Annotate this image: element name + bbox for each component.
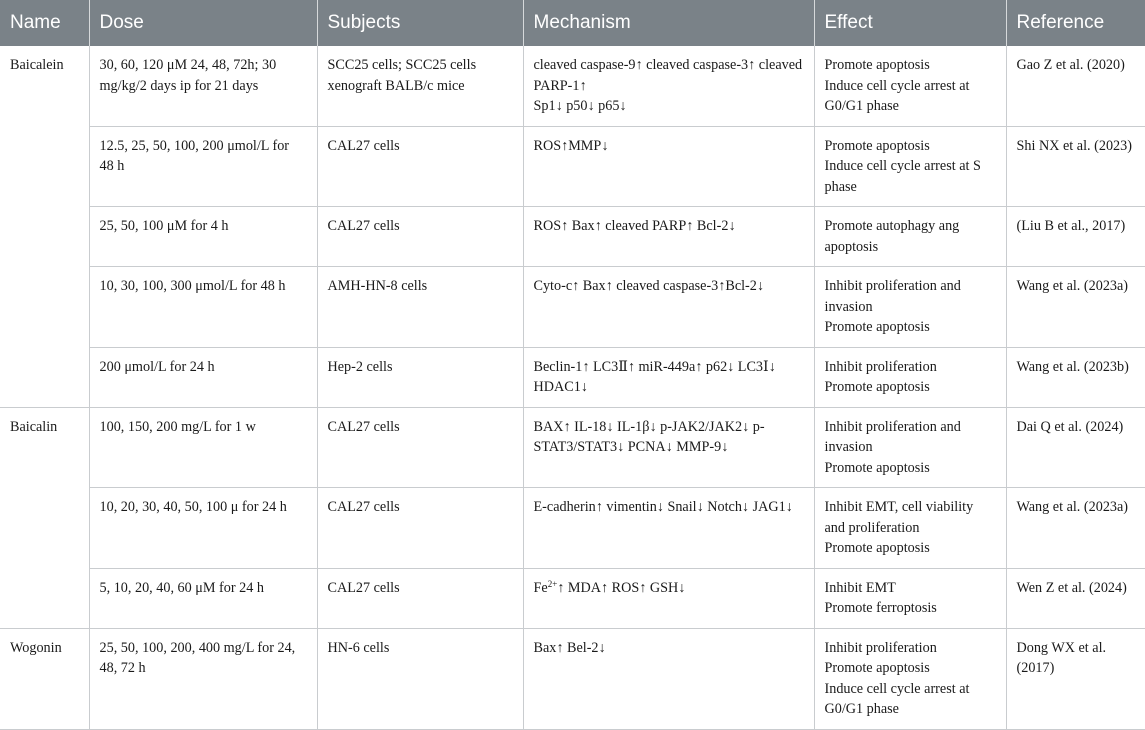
table-row [0,267,1145,348]
mechanism-cell [523,126,814,207]
subjects-cell: CAL27 cells [317,568,523,628]
subjects-cell: CAL27 cells [317,488,523,569]
effect-line: Inhibit proliferation and invasion [824,418,961,455]
compound-name: Baicalein [0,46,89,407]
table-row [0,347,1145,407]
effect-line: Induce cell cycle arrest at G0/G1 phase [824,680,970,717]
header-subjects: Subjects [317,0,523,46]
mechanism-cell [523,628,814,729]
effect-cell [814,407,1006,488]
mechanism-cell [523,267,814,348]
subjects-cell: CAL27 cells [317,126,523,207]
effect-cell [814,568,1006,628]
table-row [0,407,1145,488]
header-name: Name [0,0,89,46]
mechanism-cell [523,407,814,488]
table-row [0,46,1145,126]
table-row [0,568,1145,628]
reference-cell: Gao Z et al. (2020) [1006,46,1145,126]
effect-line: Induce cell cycle arrest at G0/G1 phase [824,77,970,114]
effect-line: Promote autophagy ang apoptosis [824,218,960,255]
effect-line: Inhibit EMT, cell viability and proliferation [824,499,974,536]
mechanism-line: Cyto-c↑ Bax↑ cleaved caspase-3↑Bcl-2↓ [533,278,764,294]
mechanism-rest: ↑ MDA↑ ROS↑ GSH↓ [557,579,686,596]
reference-cell: Wang et al. (2023a) [1006,267,1145,348]
effect-cell [814,628,1006,729]
effect-line: Inhibit proliferation [824,358,937,375]
dose-cell: 10, 20, 30, 40, 50, 100 μ for 24 h [89,488,317,569]
reference-cell: Dong WX et al. (2017) [1006,628,1145,729]
mechanism-cell [523,347,814,407]
mechanism-line: Sp1↓ p50↓ p65↓ [533,98,627,114]
effect-cell [814,488,1006,569]
subjects-cell: Hep-2 cells [317,347,523,407]
mechanism-line: BAX↑ IL-18↓ IL-1β↓ p-JAK2/JAK2↓ p-STAT3/STAT3↓ PCNA↓ MMP-9↓ [533,418,765,455]
mechanism-cell [523,488,814,569]
dose-cell: 10, 30, 100, 300 μmol/L for 48 h [89,267,317,348]
dose-cell: 25, 50, 100, 200, 400 mg/L for 24, 48, 72 h [89,628,317,729]
table-row [0,628,1145,729]
compound-name: Wogonin [0,628,89,729]
effect-cell [814,46,1006,126]
reference-cell: Wang et al. (2023a) [1006,488,1145,569]
header-mechanism: Mechanism [523,0,814,46]
compound-name: Baicalin [0,407,89,628]
dose-cell: 30, 60, 120 μM 24, 48, 72h; 30 mg/kg/2 days ip for 21 days [89,46,317,126]
header-dose: Dose [89,0,317,46]
dose-cell: 12.5, 25, 50, 100, 200 μmol/L for 48 h [89,126,317,207]
mechanism-line: Bax↑ Bel-2↓ [533,639,606,656]
reference-cell: Shi NX et al. (2023) [1006,126,1145,207]
effect-line: Promote apoptosis [824,660,930,676]
dose-cell: 200 μmol/L for 24 h [89,347,317,407]
effect-line: Promote apoptosis [824,379,930,395]
effect-line: Inhibit proliferation [824,639,937,656]
header-reference: Reference [1006,0,1145,46]
header-row [0,0,1145,46]
effect-cell [814,347,1006,407]
table-row [0,126,1145,207]
mechanism-cell [523,46,814,126]
effect-line: Induce cell cycle arrest at S phase [824,158,981,195]
effect-line: Promote ferroptosis [824,600,937,616]
effect-line: Promote apoptosis [824,459,930,476]
subjects-cell: CAL27 cells [317,207,523,267]
reference-cell: Wen Z et al. (2024) [1006,568,1145,628]
effect-line: Inhibit proliferation and invasion [824,278,961,315]
effect-line: Promote apoptosis [824,57,930,73]
subjects-cell: SCC25 cells; SCC25 cells xenograft BALB/c mice [317,46,523,126]
mechanism-line: ROS↑ Bax↑ cleaved PARP↑ Bcl-2↓ [533,218,736,234]
effect-cell [814,126,1006,207]
mechanism-cell [523,207,814,267]
mechanism-line: ROS↑MMP↓ [533,137,609,154]
dose-cell: 5, 10, 20, 40, 60 μM for 24 h [89,568,317,628]
reference-cell: Dai Q et al. (2024) [1006,407,1145,488]
mechanism-line: Beclin-1↑ LC3Ⅱ↑ miR-449a↑ p62↓ LC3Ⅰ↓ HDAC1↓ [533,358,776,395]
mechanism-cell [523,568,814,628]
mechanism-fe-charge: 2+ [547,578,558,589]
reference-cell: (Liu B et al., 2017) [1006,207,1145,267]
mechanism-line: cleaved caspase-9↑ cleaved caspase-3↑ cleaved PARP-1↑ [533,57,803,94]
subjects-cell: CAL27 cells [317,407,523,488]
mechanism-line: E-cadherin↑ vimentin↓ Snail↓ Notch↓ JAG1↓ [533,499,793,515]
header-effect: Effect [814,0,1006,46]
subjects-cell: HN-6 cells [317,628,523,729]
effect-cell [814,267,1006,348]
dose-cell: 100, 150, 200 mg/L for 1 w [89,407,317,488]
subjects-cell: AMH-HN-8 cells [317,267,523,348]
mechanism-fe: Fe [533,579,548,596]
table-row [0,207,1145,267]
reference-cell: Wang et al. (2023b) [1006,347,1145,407]
effect-line: Promote apoptosis [824,137,930,154]
table-row [0,488,1145,569]
effect-line: Inhibit EMT [824,579,896,596]
effect-line: Promote apoptosis [824,540,930,556]
dose-cell: 25, 50, 100 μM for 4 h [89,207,317,267]
effect-cell [814,207,1006,267]
effect-line: Promote apoptosis [824,319,930,335]
